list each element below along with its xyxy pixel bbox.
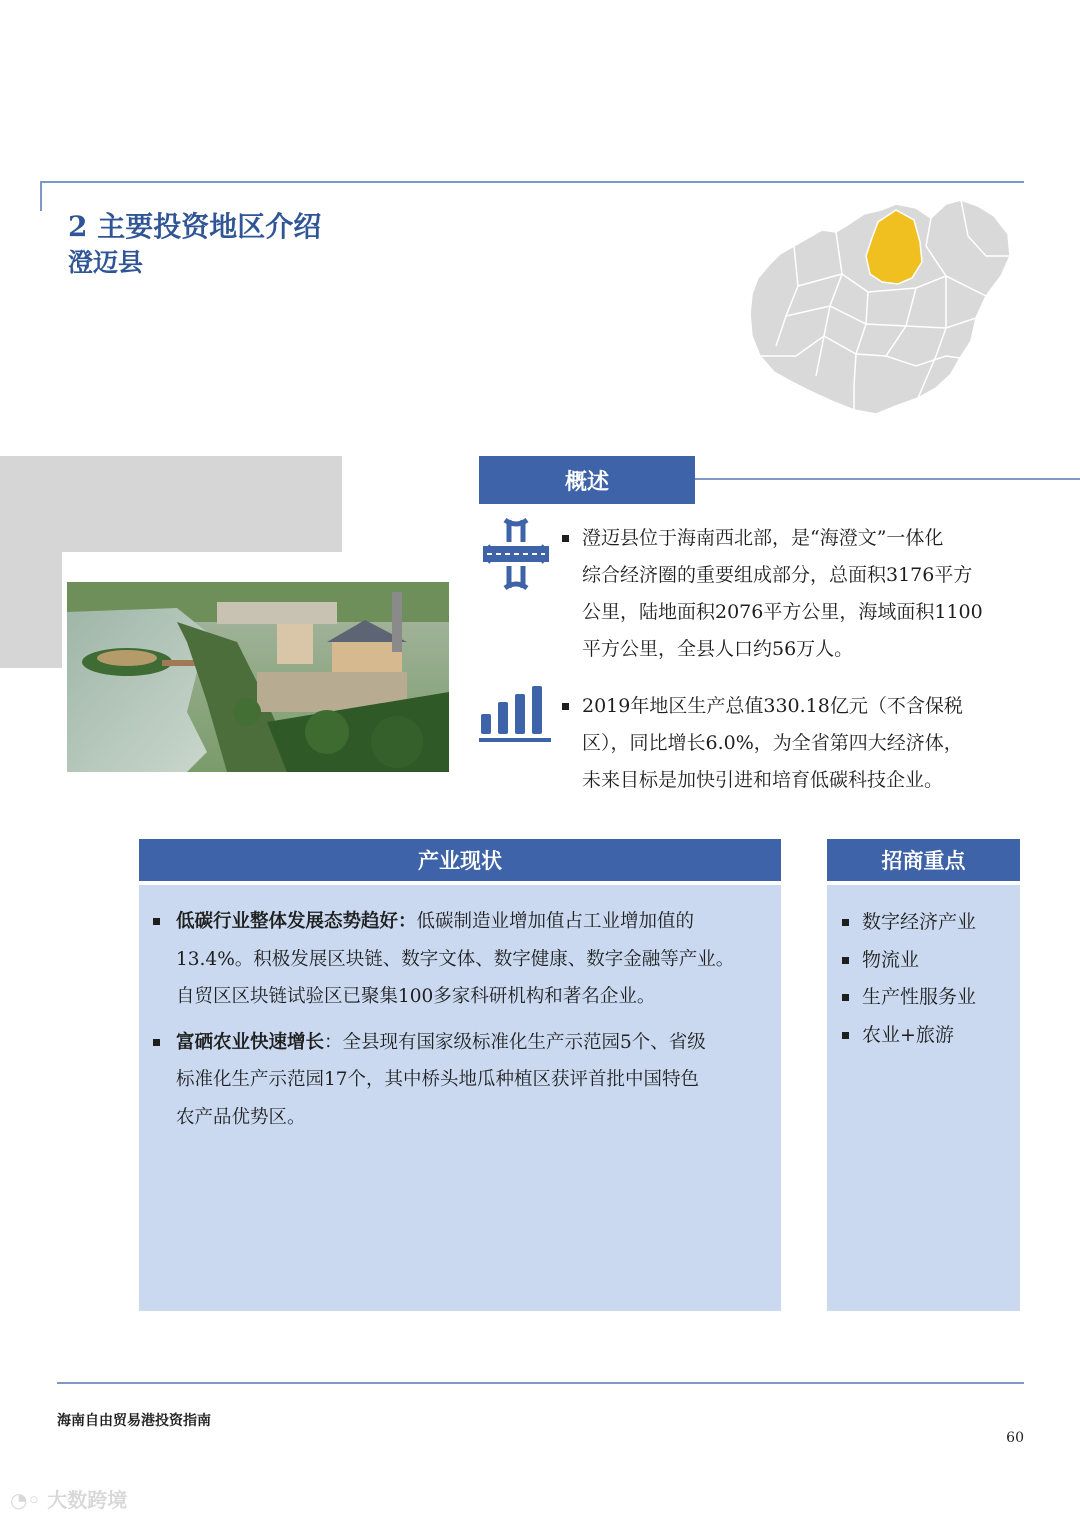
overview-heading: 概述 <box>479 456 695 504</box>
industry-line: 低碳制造业增加值占工业增加值的 <box>416 911 695 932</box>
overview-line: 澄迈县位于海南西北部，是“海澄文”一体化 <box>582 527 944 549</box>
industry-line: 13.4%。积极发展区块链、数字文体、数字健康、数字金融等产业。 <box>176 948 735 970</box>
overview-line: 平方公里，全县人口约56万人。 <box>582 638 854 660</box>
page-title: 2 主要投资地区介绍 <box>68 210 322 243</box>
industry-line: 标准化生产示范园17个，其中桥头地瓜种植区获评首批中国特色 <box>176 1069 700 1090</box>
investment-list <box>840 904 1015 1054</box>
overview-list-geography <box>560 520 1012 668</box>
industry-line: 农产品优势区。 <box>176 1106 306 1128</box>
page-number: 60 <box>1006 1430 1024 1446</box>
footer-rule <box>57 1382 1024 1384</box>
footer-guide-title: 海南自由贸易港投资指南 <box>57 1413 211 1429</box>
watermark <box>10 1484 127 1513</box>
hainan-map <box>746 196 1014 420</box>
industry-item-title: 富硒农业快速增长 <box>176 1031 325 1053</box>
list-item <box>560 688 1012 799</box>
header-rule-tick <box>40 181 42 211</box>
list-item: 物流业 <box>840 942 1015 980</box>
aerial-village-photo <box>67 582 449 772</box>
header-rule <box>40 181 1024 183</box>
industry-item-title: 低碳行业整体发展态势趋好： <box>176 911 417 932</box>
overview-rule <box>695 478 1080 480</box>
industry-line: 自贸区区块链试验区已聚集100多家科研机构和著名企业。 <box>176 986 656 1007</box>
overview-line: 2019年地区生产总值330.18亿元（不含保税 <box>582 695 963 717</box>
industry-line: ：全县现有国家级标准化生产示范园5个、省级 <box>324 1031 706 1053</box>
overview-line: 未来目标是加快引进和培育低碳科技企业。 <box>582 769 944 791</box>
investment-heading: 招商重点 <box>827 839 1020 881</box>
list-item <box>560 520 1012 668</box>
overview-line: 区），同比增长6.0%，为全省第四大经济体， <box>582 732 963 754</box>
page-subtitle: 澄迈县 <box>68 248 144 277</box>
industry-list <box>151 903 775 1144</box>
list-item: 生产性服务业 <box>840 979 1015 1017</box>
list-item <box>151 903 775 1016</box>
list-item <box>151 1024 775 1137</box>
bar-chart-icon <box>479 684 553 744</box>
watermark-logo-icon: ◔◦ <box>10 1488 41 1512</box>
watermark-text: 大数跨境 <box>47 1488 128 1512</box>
list-item: 数字经济产业 <box>840 904 1015 942</box>
overview-list-economy <box>560 688 1012 799</box>
list-item: 农业+旅游 <box>840 1017 1015 1055</box>
industry-heading: 产业现状 <box>139 839 781 881</box>
overview-line: 综合经济圈的重要组成部分，总面积3176平方 <box>582 564 973 586</box>
overview-line: 公里，陆地面积2076平方公里，海域面积1100 <box>582 601 983 623</box>
bridge-icon <box>479 516 553 592</box>
